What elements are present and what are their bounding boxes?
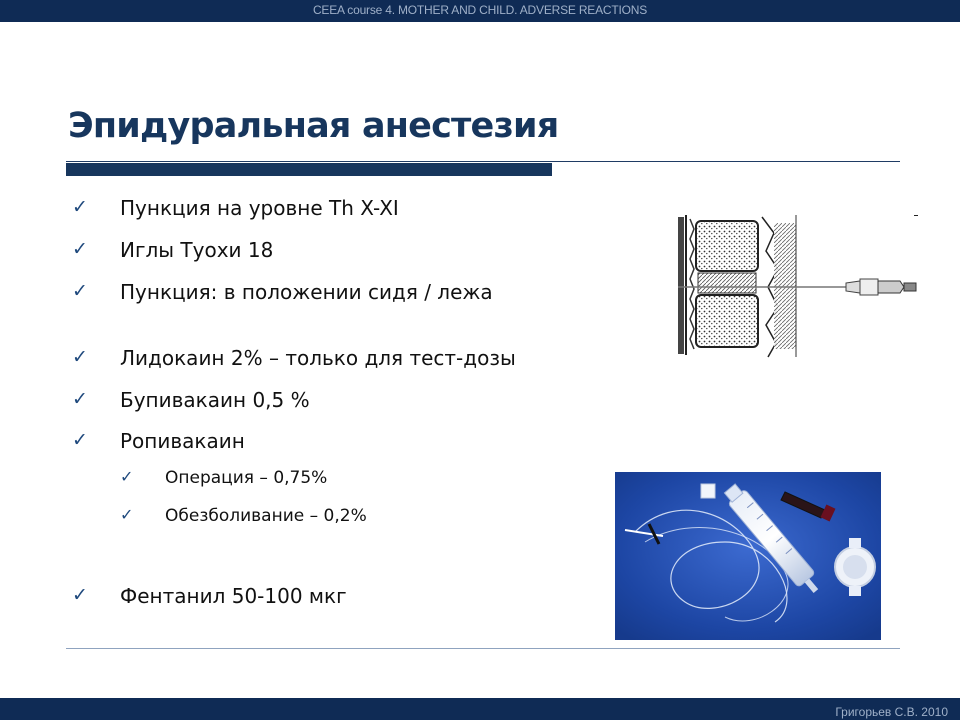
course-title: CEEA course 4. MOTHER AND CHILD. ADVERSE REACTIONS bbox=[312, 3, 648, 17]
checkmark-icon: ✓ bbox=[72, 429, 88, 451]
bullet-label: Иглы Туохи 18 bbox=[120, 238, 274, 262]
checkmark-icon: ✓ bbox=[120, 467, 134, 486]
title-underline-thin bbox=[66, 161, 900, 162]
spine-needle-illustration bbox=[678, 215, 918, 358]
epidural-kit-photo bbox=[615, 472, 881, 640]
bullet-label: Пункция: в положении сидя / лежа bbox=[120, 280, 493, 304]
bullet-label: Лидокаин 2% – только для тест-дозы bbox=[120, 346, 516, 370]
title-underline-thick bbox=[66, 163, 552, 176]
bullet-label: Обезболивание – 0,2% bbox=[165, 506, 367, 526]
checkmark-icon: ✓ bbox=[120, 505, 134, 524]
bullet-label: Ропивакаин bbox=[120, 429, 245, 453]
checkmark-icon: ✓ bbox=[72, 238, 88, 260]
bullet-label: Пункция на уровне Th X-XI bbox=[120, 196, 399, 220]
bullet-label: Бупивакаин 0,5 % bbox=[120, 388, 310, 412]
bullet-label: Фентанил 50-100 мкг bbox=[120, 584, 347, 608]
checkmark-icon: ✓ bbox=[72, 388, 88, 410]
bullet-label: Операция – 0,75% bbox=[165, 468, 328, 488]
checkmark-icon: ✓ bbox=[72, 584, 88, 606]
checkmark-icon: ✓ bbox=[72, 346, 88, 368]
checkmark-icon: ✓ bbox=[72, 280, 88, 302]
footer-bar bbox=[0, 698, 960, 720]
author-credit: Григорьев С.В. 2010 bbox=[835, 705, 948, 719]
footer-divider bbox=[66, 648, 900, 649]
checkmark-icon: ✓ bbox=[72, 196, 88, 218]
slide-title: Эпидуральная анестезия bbox=[68, 106, 559, 146]
